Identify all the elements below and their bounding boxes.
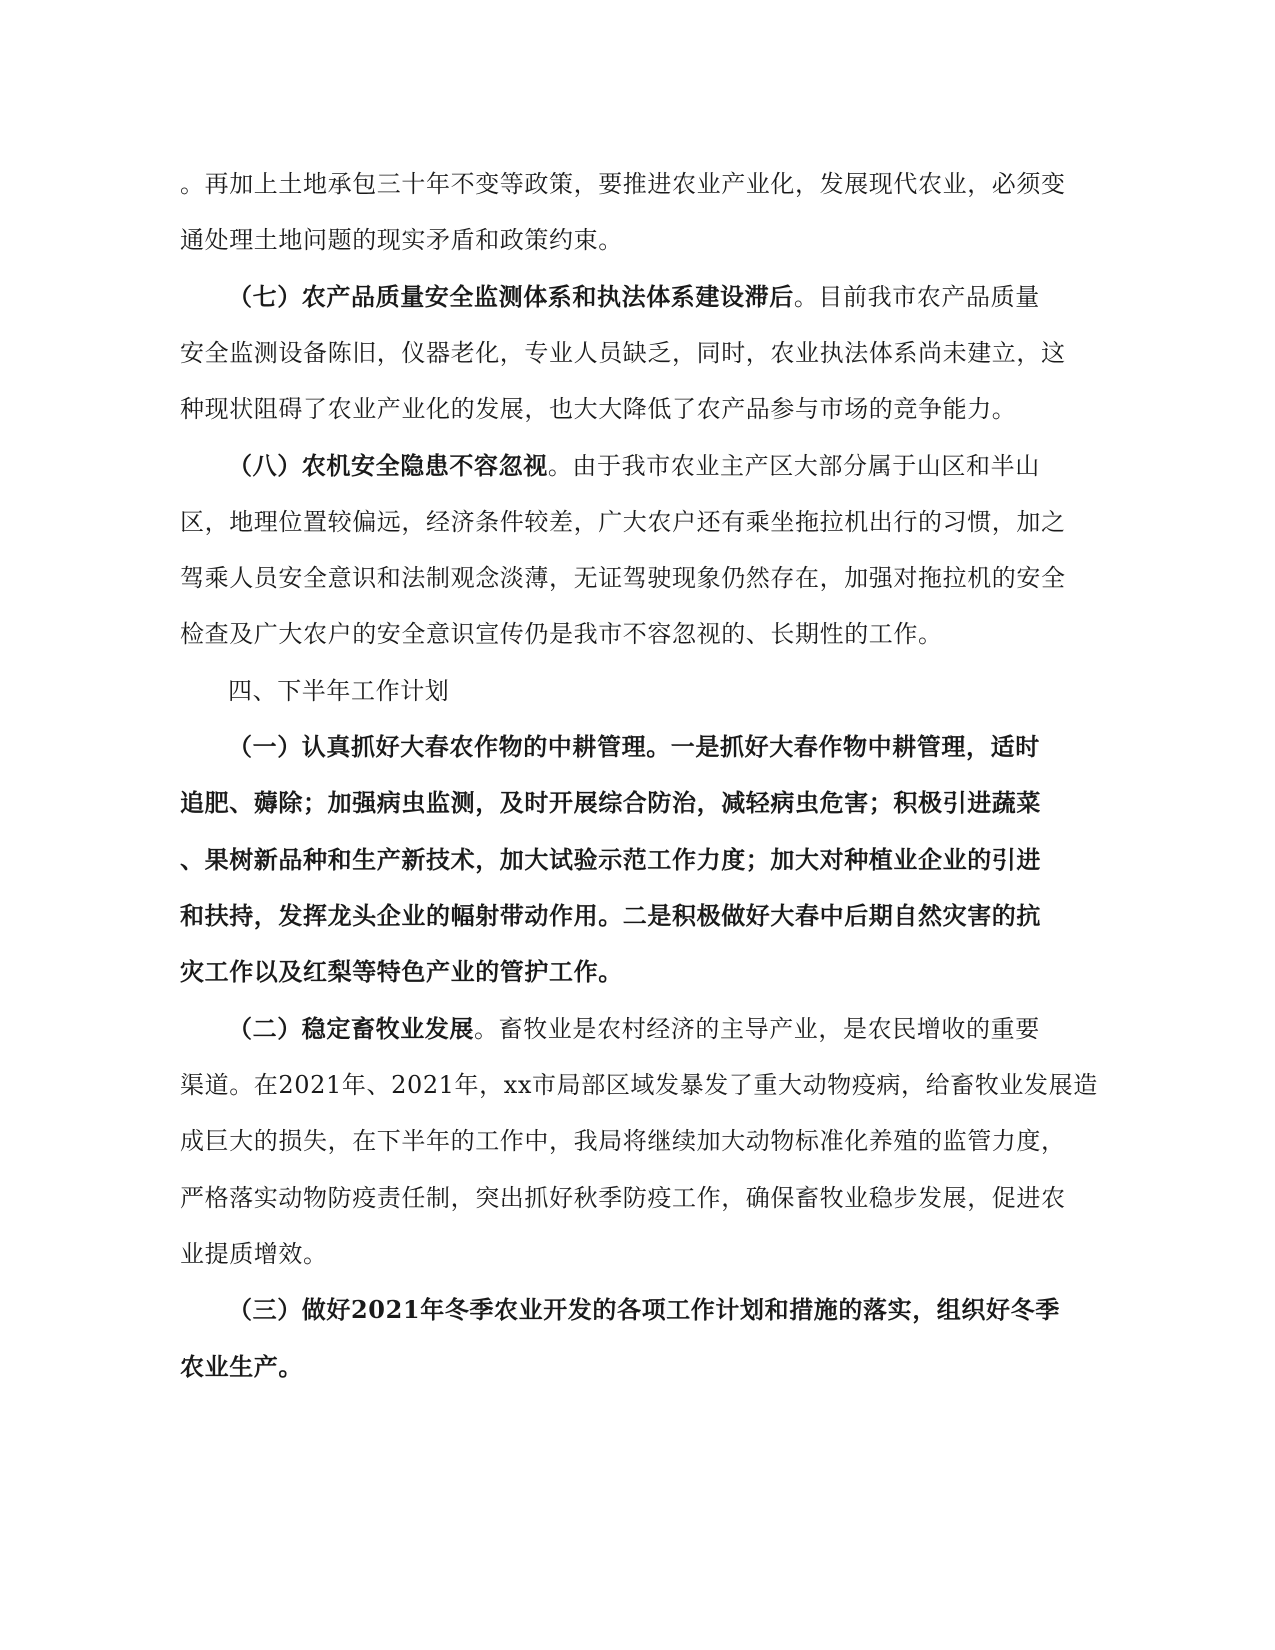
- text-line: [180, 618, 943, 650]
- line-text: 通处理土地问题的现实矛盾和政策约束。: [180, 226, 623, 254]
- line-text: 。再加上土地承包三十年不变等政策，要推进农业产业化，发展现代农业，必须变: [180, 170, 1066, 198]
- text-line: [180, 1238, 328, 1270]
- section-heading-7: （七）农产品质量安全监测体系和执法体系建设滞后: [228, 282, 794, 311]
- text-line: [180, 1069, 1098, 1101]
- line-text: 种现状阻碍了农业产业化的发展，也大大降低了农产品参与市场的竞争能力。: [180, 395, 1017, 423]
- section-heading-3: （三）做好2021年冬季农业开发的各项工作计划和措施的落实，组织好冬季: [228, 1295, 1060, 1324]
- line-text: 检查及广大农户的安全意识宣传仍是我市不容忽视的、长期性的工作。: [180, 620, 943, 648]
- bold-paragraph-line: [228, 1294, 1060, 1326]
- bold-text: 和扶持，发挥龙头企业的幅射带动作用。二是积极做好大春中后期自然灾害的抗: [180, 901, 1041, 930]
- bold-text: （一）认真抓好大春农作物的中耕管理。一是抓好大春作物中耕管理，适时: [228, 732, 1040, 761]
- text-line: [180, 168, 1066, 200]
- section-heading-line: [228, 1013, 1040, 1045]
- bold-text: 灾工作以及红梨等特色产业的管护工作。: [180, 957, 623, 986]
- bold-paragraph-line: [180, 956, 623, 988]
- bold-paragraph-line: [180, 787, 1041, 819]
- line-text: 区，地理位置较偏远，经济条件较差，广大农户还有乘坐拖拉机出行的习惯，加之: [180, 508, 1066, 536]
- section-heading-8: （八）农机安全隐患不容忽视: [228, 451, 548, 480]
- bold-paragraph-line: [180, 900, 1041, 932]
- line-text: 渠道。在2021年、2021年，xx市局部区域发暴发了重大动物疫病，给畜牧业发展造: [180, 1071, 1098, 1099]
- line-text: 驾乘人员安全意识和法制观念淡薄，无证驾驶现象仍然存在，加强对拖拉机的安全: [180, 564, 1066, 592]
- line-text: 成巨大的损失，在下半年的工作中，我局将继续加大动物标准化养殖的监管力度，: [180, 1127, 1066, 1155]
- line-text: 。畜牧业是农村经济的主导产业，是农民增收的重要: [474, 1015, 1040, 1043]
- text-line: [180, 337, 1066, 369]
- line-text: 业提质增效。: [180, 1240, 328, 1268]
- bold-text: 农业生产。: [180, 1352, 303, 1381]
- text-line: [180, 1182, 1066, 1214]
- chapter-heading: [228, 675, 449, 707]
- line-text: 。目前我市农产品质量: [793, 283, 1040, 311]
- text-line: [180, 224, 623, 256]
- text-line: [180, 506, 1066, 538]
- text-line: [180, 1125, 1066, 1157]
- bold-text: 、果树新品种和生产新技术，加大试验示范工作力度；加大对种植业企业的引进: [180, 845, 1041, 874]
- section-heading-line: [228, 450, 1040, 482]
- bold-text: 追肥、薅除；加强病虫监测，及时开展综合防治，减轻病虫危害；积极引进蔬菜: [180, 788, 1041, 817]
- chapter-heading-text: 四、下半年工作计划: [228, 677, 450, 705]
- line-text: 安全监测设备陈旧，仪器老化，专业人员缺乏，同时，农业执法体系尚未建立，这: [180, 339, 1066, 367]
- line-text: 。由于我市农业主产区大部分属于山区和半山: [547, 452, 1040, 480]
- section-heading-2: （二）稳定畜牧业发展: [228, 1014, 474, 1043]
- text-line: [180, 562, 1066, 594]
- section-heading-line: [228, 281, 1040, 313]
- bold-paragraph-line: [180, 844, 1041, 876]
- bold-paragraph-line: [180, 1351, 303, 1383]
- line-text: 严格落实动物防疫责任制，突出抓好秋季防疫工作，确保畜牧业稳步发展，促进农: [180, 1184, 1066, 1212]
- bold-paragraph-line: [228, 731, 1040, 763]
- text-line: [180, 393, 1016, 425]
